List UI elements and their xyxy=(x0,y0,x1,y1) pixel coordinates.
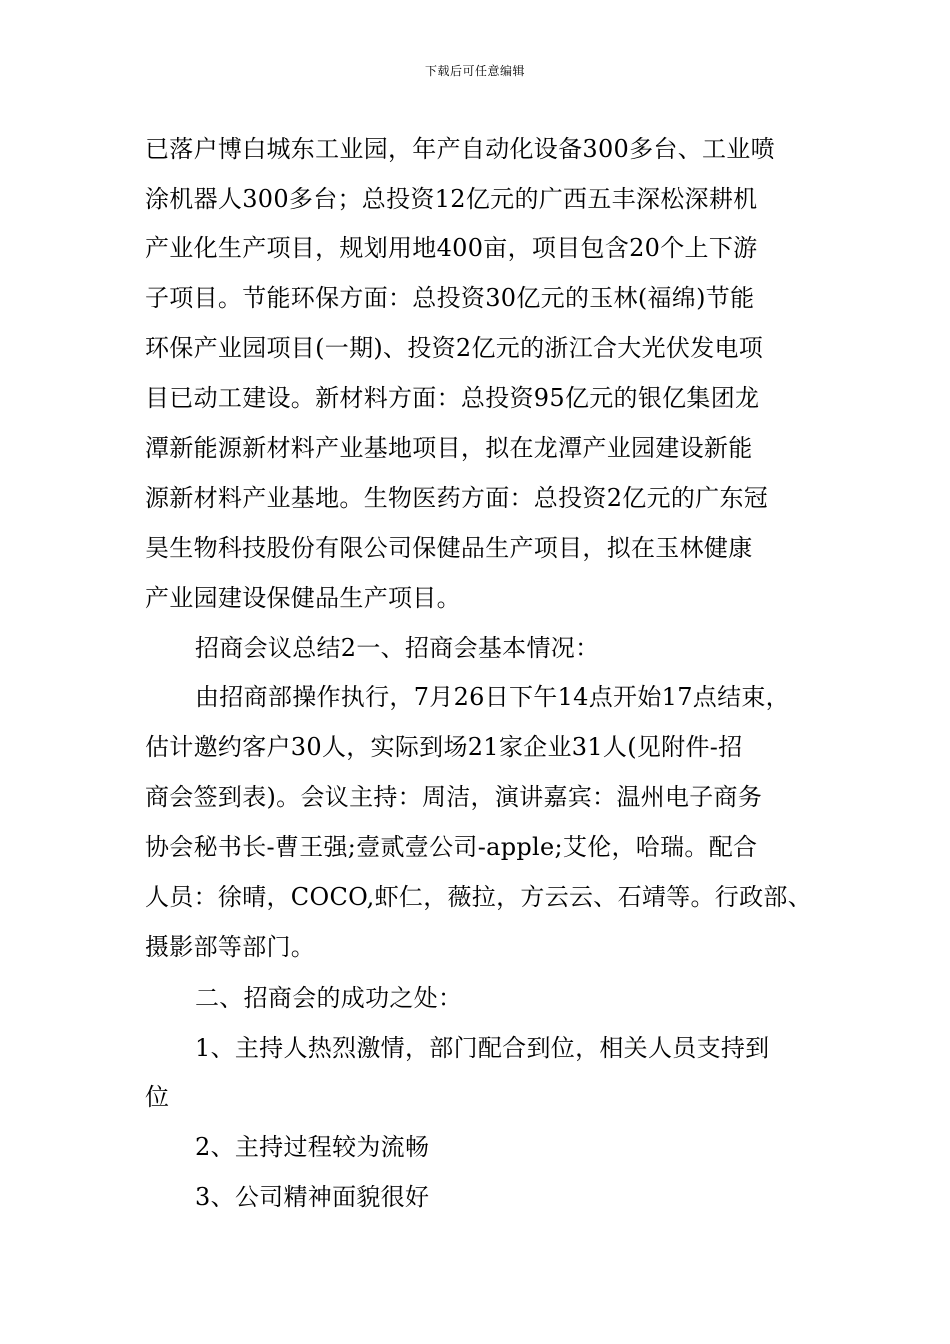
list-item: 3、公司精神面貌很好 xyxy=(195,1183,430,1211)
paragraph-line: 由招商部操作执行，7月26日下午14点开始17点结束， xyxy=(195,683,790,711)
paragraph-line: 协会秘书长-曹王强;壹贰壹公司-apple;艾伦，哈瑞。配合 xyxy=(145,833,758,861)
paragraph-line: 产业园建设保健品生产项目。 xyxy=(145,584,461,612)
paragraph-line: 昊生物科技股份有限公司保健品生产项目，拟在玉林健康 xyxy=(145,534,753,562)
paragraph-line: 产业化生产项目，规划用地400亩，项目包含20个上下游 xyxy=(145,234,758,262)
paragraph-line: 涂机器人300多台；总投资12亿元的广西五丰深松深耕机 xyxy=(145,185,758,213)
paragraph-line: 商会签到表)。会议主持：周洁，演讲嘉宾：温州电子商务 xyxy=(145,783,763,811)
paragraph-line: 潭新能源新材料产业基地项目，拟在龙潭产业园建设新能 xyxy=(145,434,753,462)
page-header-note: 下载后可任意编辑 xyxy=(424,64,525,78)
paragraph-line: 摄影部等部门。 xyxy=(145,933,316,961)
section-heading: 招商会议总结2一、招商会基本情况： xyxy=(195,634,600,662)
paragraph-line: 源新材料产业基地。生物医药方面：总投资2亿元的广东冠 xyxy=(145,484,769,512)
list-item-continuation: 位 xyxy=(145,1083,170,1111)
list-item: 1、主持人热烈激情，部门配合到位，相关人员支持到 xyxy=(195,1034,770,1062)
paragraph-line: 人员：徐晴，COCO,虾仁，薇拉，方云云、石靖等。行政部、 xyxy=(145,883,812,911)
paragraph-line: 目已动工建设。新材料方面：总投资95亿元的银亿集团龙 xyxy=(145,384,760,412)
paragraph-line: 已落户博白城东工业园，年产自动化设备300多台、工业喷 xyxy=(145,135,775,163)
paragraph-line: 环保产业园项目(一期)、投资2亿元的浙江合大光伏发电项 xyxy=(145,334,764,362)
list-item: 2、主持过程较为流畅 xyxy=(195,1133,430,1161)
paragraph-line: 估计邀约客户30人，实际到场21家企业31人(见附件-招 xyxy=(145,733,743,761)
paragraph-line: 子项目。节能环保方面：总投资30亿元的玉林(福绵)节能 xyxy=(145,284,755,312)
section-heading: 二、招商会的成功之处： xyxy=(195,984,463,1012)
